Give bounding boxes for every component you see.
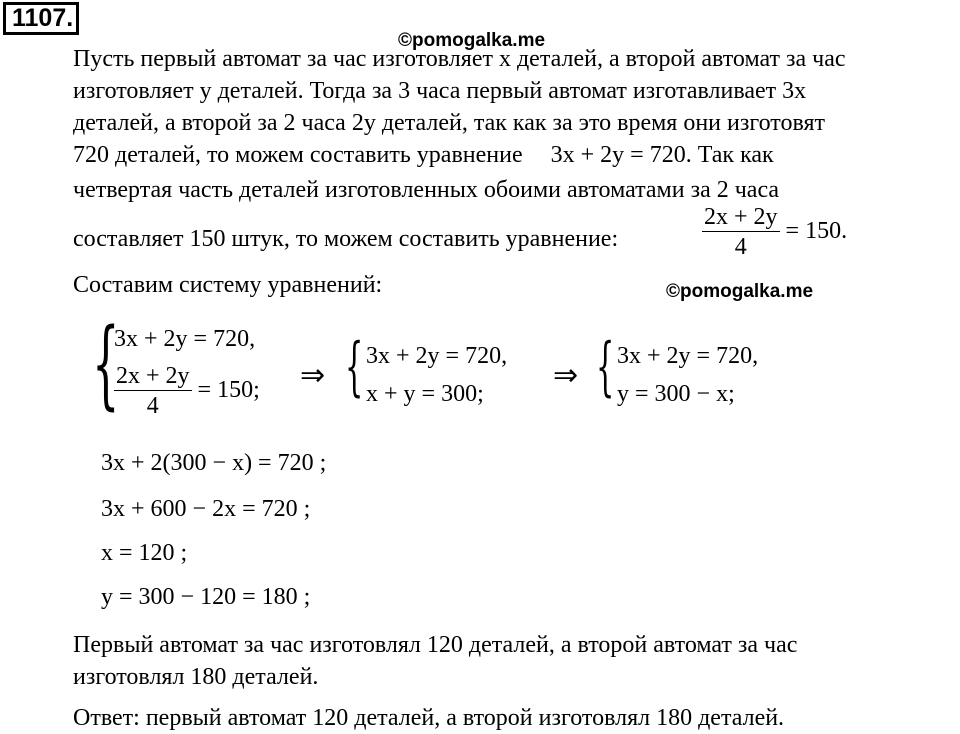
conclusion-line-2: изготовлял 180 деталей. [73,664,319,690]
paragraph-line-4-tail: . Так как [685,142,774,168]
step-equation: x = 120 ; [101,540,188,566]
system3-eq1: 3x + 2y = 720, [617,343,759,369]
implies-arrow-icon: ⇒ [553,358,579,393]
fraction-numerator: 2x + 2y [704,204,778,230]
system1-eq1: 3x + 2y = 720, [114,326,256,352]
left-brace-icon: { [596,330,615,404]
answer-line: Ответ: первый автомат 120 деталей, а второй изготовлял 180 деталей. [73,705,785,731]
paragraph-line-4 [73,143,774,167]
step-equation: y = 300 − 120 = 180 ; [101,584,311,610]
paragraph-line-2: изготовляет y деталей. Тогда за 3 часа первый автомат изготавливает 3x [73,78,807,104]
system-intro: Составим систему уравнений: [73,272,383,298]
fraction [114,364,192,419]
fraction-numerator: 2x + 2y [116,363,190,389]
left-brace-icon: { [345,330,364,404]
fraction-denominator: 4 [146,393,159,419]
implies-arrow-icon: ⇒ [300,358,326,393]
paragraph-line-1: Пусть первый автомат за час изготовляет x деталей, а второй автомат за час [73,46,846,72]
system2-eq2: x + y = 300; [366,381,484,407]
fraction-denominator: 4 [734,234,747,260]
fraction-equation-tail: = 150 [785,218,842,245]
system1-eq2 [114,364,260,419]
paragraph-line-6-text: составляет 150 штук, то можем составить уравнение: [73,226,619,252]
fraction-equation-end: . [841,218,848,245]
watermark: ©pomogalka.me [666,281,814,302]
fraction [702,205,780,260]
step-equation: 3x + 600 − 2x = 720 ; [101,496,311,522]
system3-eq2: y = 300 − x; [617,381,735,407]
problem-number: 1107. [3,2,79,35]
watermark: ©pomogalka.me [398,30,546,51]
left-brace-icon: { [92,308,120,420]
paragraph-line-5: четвертая часть деталей изготовленных обоими автоматами за 2 часа [73,177,780,203]
conclusion-line-1: Первый автомат за час изготовлял 120 деталей, а второй автомат за час [73,632,798,658]
paragraph-line-4-text: 720 деталей, то можем составить уравнение [73,142,523,168]
system1-eq2-tail: = 150; [197,377,260,404]
step-equation: 3x + 2(300 − x) = 720 ; [101,450,327,476]
paragraph-line-3: деталей, а второй за 2 часа 2y деталей, так как за это время они изготовят [73,110,825,136]
inline-fraction-equation [702,205,847,260]
equation-inline: 3x + 2y = 720 [550,142,686,168]
system2-eq1: 3x + 2y = 720, [366,343,508,369]
